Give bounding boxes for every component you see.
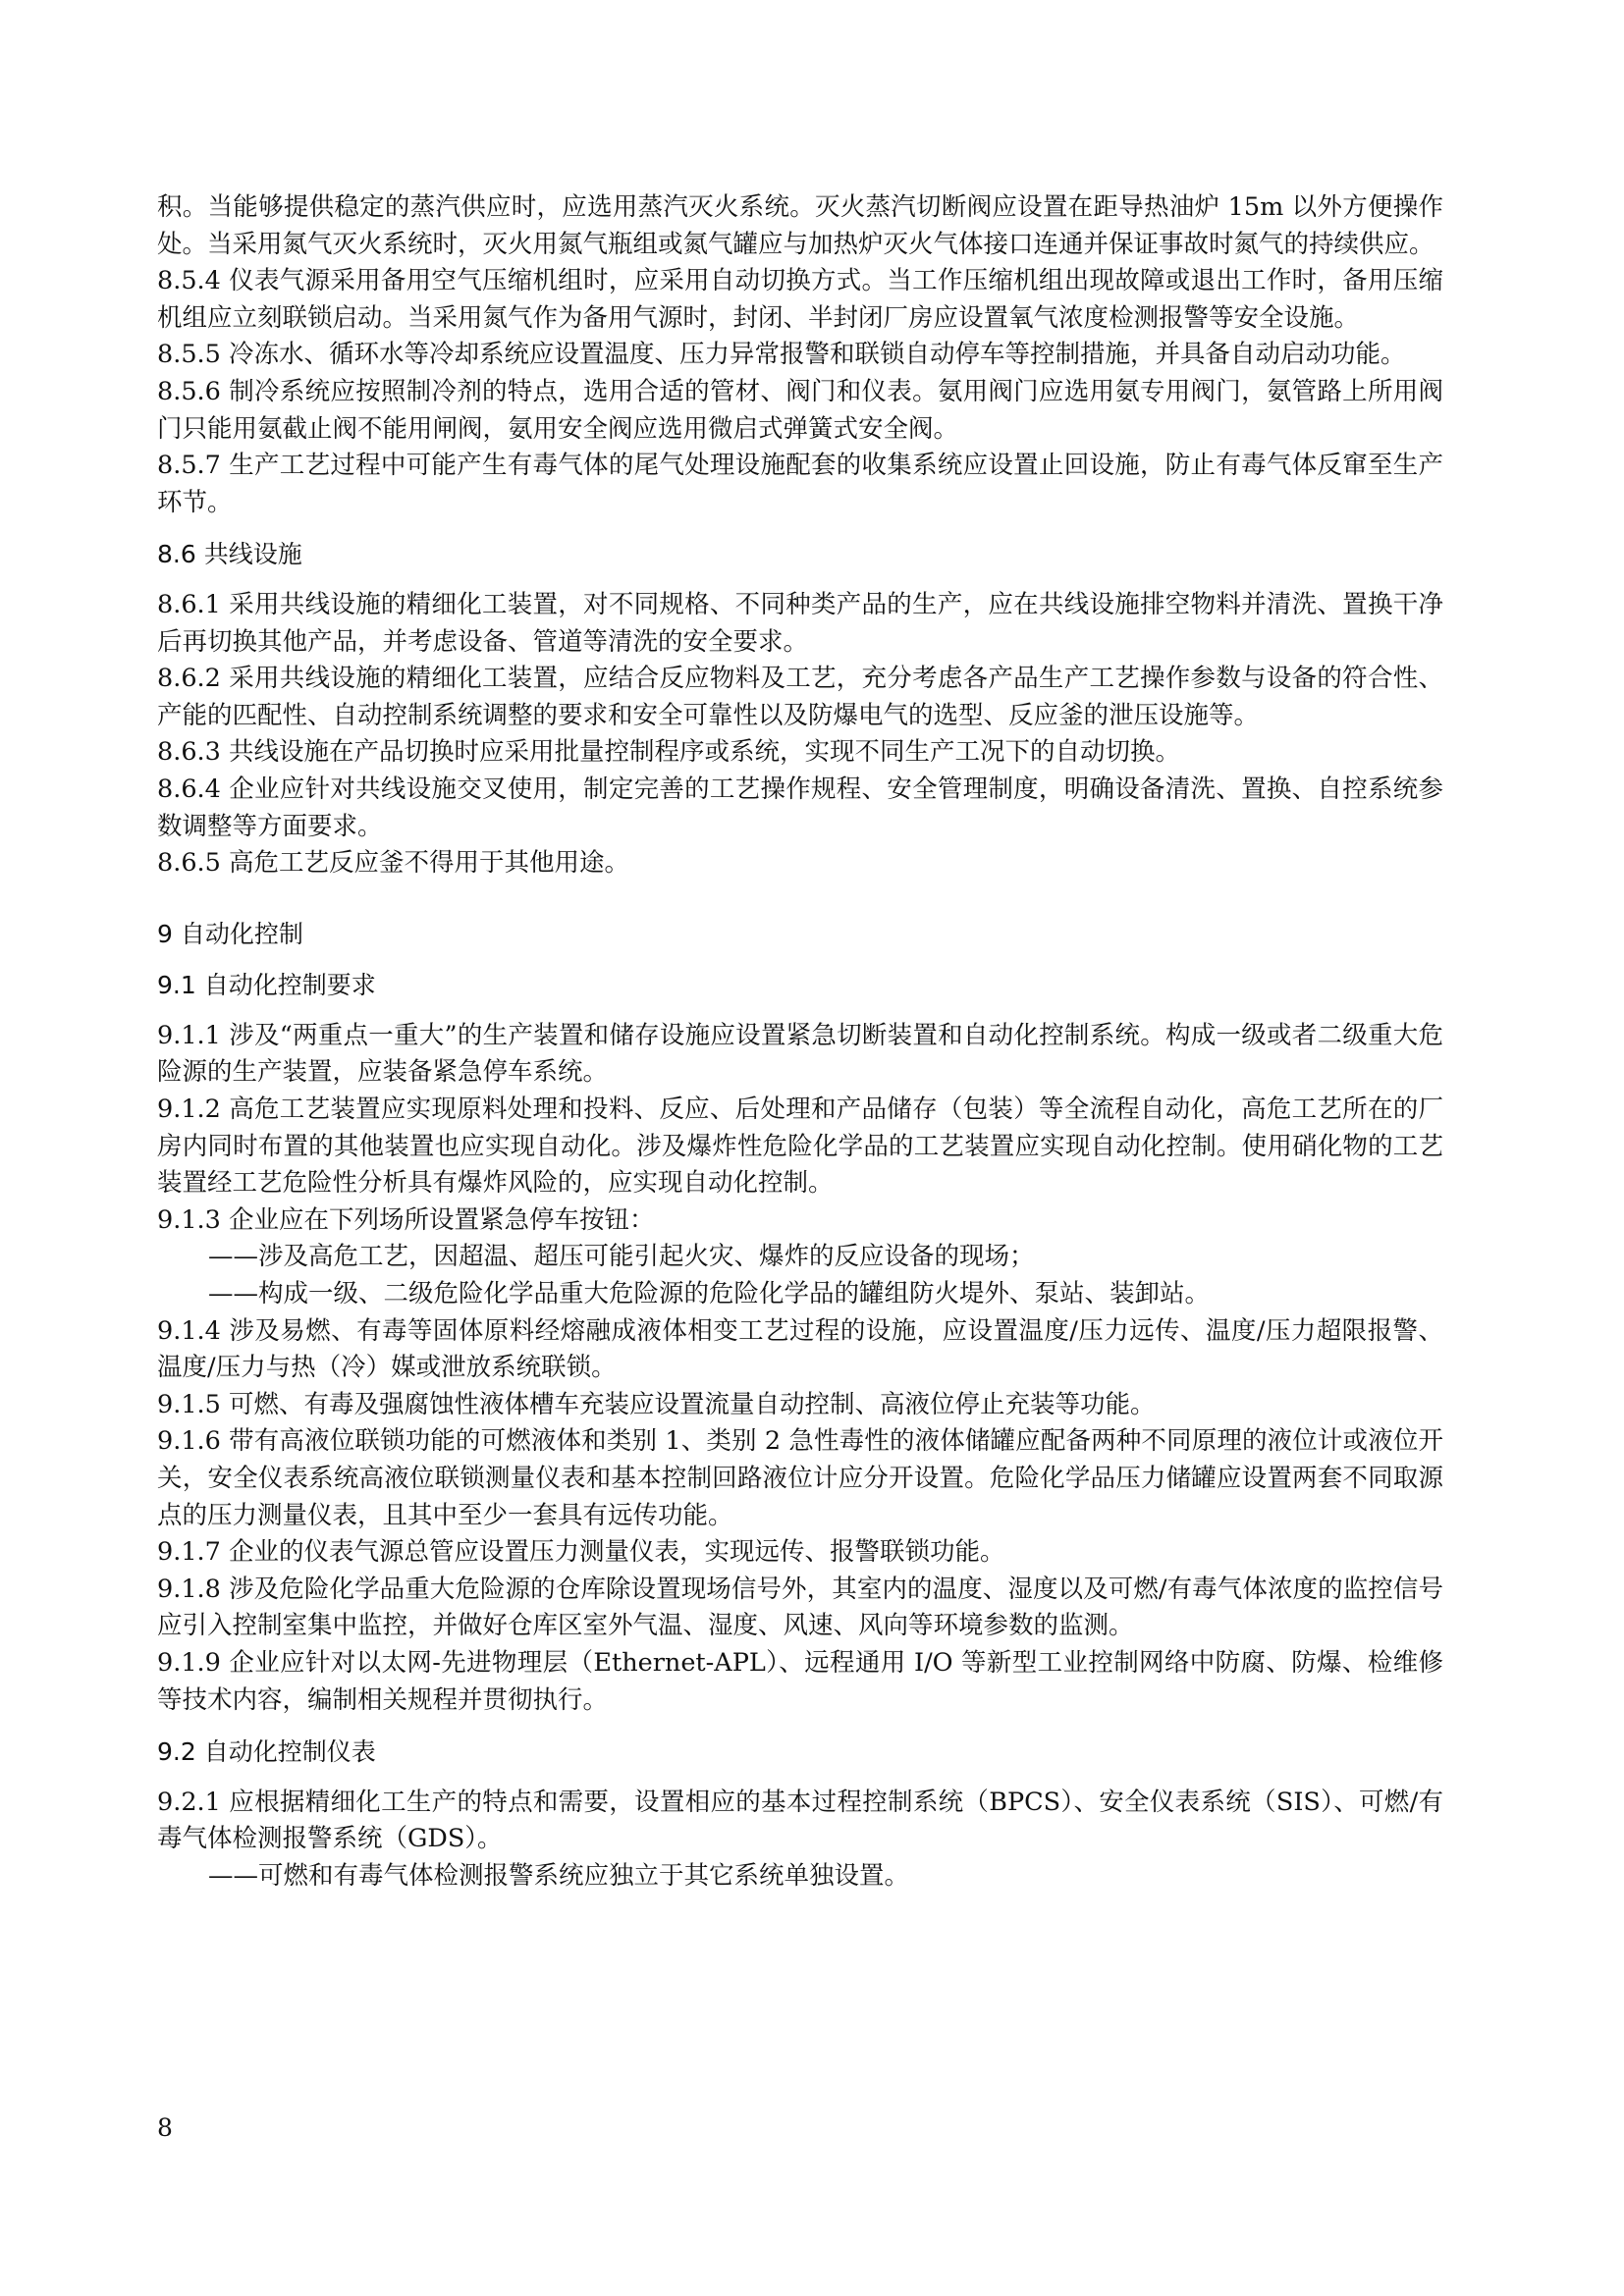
paragraph-9-1-7: 9.1.7 企业的仪表气源总管应设置压力测量仪表，实现远传、报警联锁功能。: [157, 1537, 1005, 1568]
paragraph-8-5-3-continued: 积。当能够提供稳定的蒸汽供应时，应选用蒸汽灭火系统。灭火蒸汽切断阀应设置在距导热油炉 15m 以外方便操作处。当采用氮气灭火系统时，灭火用氮气瓶组或氮气罐应与加热炉灭火气体接口连通并保证事故时氮气的持续供应。: [157, 192, 1443, 259]
paragraph-8-6-5: 8.6.5 高危工艺反应釜不得用于其他用途。: [157, 848, 629, 879]
document-page: [157, 189, 1443, 1896]
paragraph-8-6-4: 8.6.4 企业应针对共线设施交叉使用，制定完善的工艺操作规程、安全管理制度，明确设备清洗、置换、自控系统参数调整等方面要求。: [157, 774, 1443, 841]
paragraph-9-1-6: 9.1.6 带有高液位联锁功能的可燃液体和类别 1、类别 2 急性毒性的液体储罐应配备两种不同原理的液位计或液位开关，安全仪表系统高液位联锁测量仪表和基本控制回路液位计应分开设置。危险化学品压力储罐应设置两套不同取源点的压力测量仪表，且其中至少一套具有远传功能。: [157, 1426, 1443, 1530]
paragraph-8-5-5: 8.5.5 冷冻水、循环水等冷却系统应设置温度、压力异常报警和联锁自动停车等控制措施，并具备自动启动功能。: [157, 340, 1406, 370]
section-heading-9-1: 9.1 自动化控制要求: [157, 971, 376, 1000]
paragraph-8-6-3: 8.6.3 共线设施在产品切换时应采用批量控制程序或系统，实现不同生产工况下的自动切换。: [157, 737, 1180, 768]
paragraph-8-6-2: 8.6.2 采用共线设施的精细化工装置，应结合反应物料及工艺，充分考虑各产品生产工艺操作参数与设备的符合性、产能的匹配性、自动控制系统调整的要求和安全可靠性以及防爆电气的选型、反应釜的泄压设施等。: [157, 664, 1443, 730]
chapter-heading-9: 9 自动化控制: [157, 919, 303, 948]
list-item-dash-2: ——构成一级、二级危险化学品重大危险源的危险化学品的罐组防火堤外、泵站、装卸站。: [208, 1279, 1211, 1309]
paragraph-9-1-3: 9.1.3 企业应在下列场所设置紧急停车按钮：: [157, 1204, 655, 1235]
paragraph-9-1-8: 9.1.8 涉及危险化学品重大危险源的仓库除设置现场信号外，其室内的温度、湿度以及可燃/有毒气体浓度的监控信号应引入控制室集中监控，并做好仓库区室外气温、湿度、风速、风向等环境参数的监测。: [157, 1574, 1443, 1641]
section-heading-9-2: 9.2 自动化控制仪表: [157, 1737, 376, 1767]
list-item-dash-1: ——涉及高危工艺，因超温、超压可能引起火灾、爆炸的反应设备的现场；: [208, 1242, 1035, 1272]
paragraph-8-6-1: 8.6.1 采用共线设施的精细化工装置，对不同规格、不同种类产品的生产，应在共线设施排空物料并清洗、置换干净后再切换其他产品，并考虑设备、管道等清洗的安全要求。: [157, 589, 1443, 657]
page-number: 8: [157, 2113, 173, 2142]
list-item-dash-9-2: ——可燃和有毒气体检测报警系统应独立于其它系统单独设置。: [208, 1860, 910, 1891]
paragraph-9-1-1: 9.1.1 涉及“两重点一重大”的生产装置和储存设施应设置紧急切断装置和自动化控制系统。构成一级或者二级重大危险源的生产装置，应装备紧急停车系统。: [157, 1020, 1443, 1088]
paragraph-8-5-6: 8.5.6 制冷系统应按照制冷剂的特点，选用合适的管材、阀门和仪表。氨用阀门应选用氨专用阀门，氨管路上所用阀门只能用氨截止阀不能用闸阀，氨用安全阀应选用微启式弹簧式安全阀。: [157, 376, 1443, 444]
paragraph-9-1-5: 9.1.5 可燃、有毒及强腐蚀性液体槽车充装应设置流量自动控制、高液位停止充装等功能。: [157, 1389, 1156, 1419]
paragraph-9-1-2: 9.1.2 高危工艺装置应实现原料处理和投料、反应、后处理和产品储存（包装）等全流程自动化，高危工艺所在的厂房内同时布置的其他装置也应实现自动化。涉及爆炸性危险化学品的工艺装置应实现自动化控制。使用硝化物的工艺装置经工艺危险性分析具有爆炸风险的，应实现自动化控制。: [157, 1095, 1443, 1199]
paragraph-9-1-4: 9.1.4 涉及易燃、有毒等固体原料经熔融成液体相变工艺过程的设施，应设置温度/压力远传、温度/压力超限报警、温度/压力与热（冷）媒或泄放系统联锁。: [157, 1315, 1443, 1383]
paragraph-8-5-7: 8.5.7 生产工艺过程中可能产生有毒气体的尾气处理设施配套的收集系统应设置止回设施，防止有毒气体反窜至生产环节。: [157, 451, 1443, 517]
paragraph-8-5-4: 8.5.4 仪表气源采用备用空气压缩机组时，应采用自动切换方式。当工作压缩机组出现故障或退出工作时，备用压缩机组应立刻联锁启动。当采用氮气作为备用气源时，封闭、半封闭厂房应设置氧气浓度检测报警等安全设施。: [157, 266, 1443, 333]
paragraph-9-2-1: 9.2.1 应根据精细化工生产的特点和需要，设置相应的基本过程控制系统（BPCS）、安全仪表系统（SIS）、可燃/有毒气体检测报警系统（GDS）。: [157, 1787, 1443, 1854]
paragraph-9-1-9: 9.1.9 企业应针对以太网-先进物理层（Ethernet-APL）、远程通用 I/O 等新型工业控制网络中防腐、防爆、检维修等技术内容，编制相关规程并贯彻执行。: [157, 1647, 1443, 1715]
section-heading-8-6: 8.6 共线设施: [157, 540, 302, 569]
